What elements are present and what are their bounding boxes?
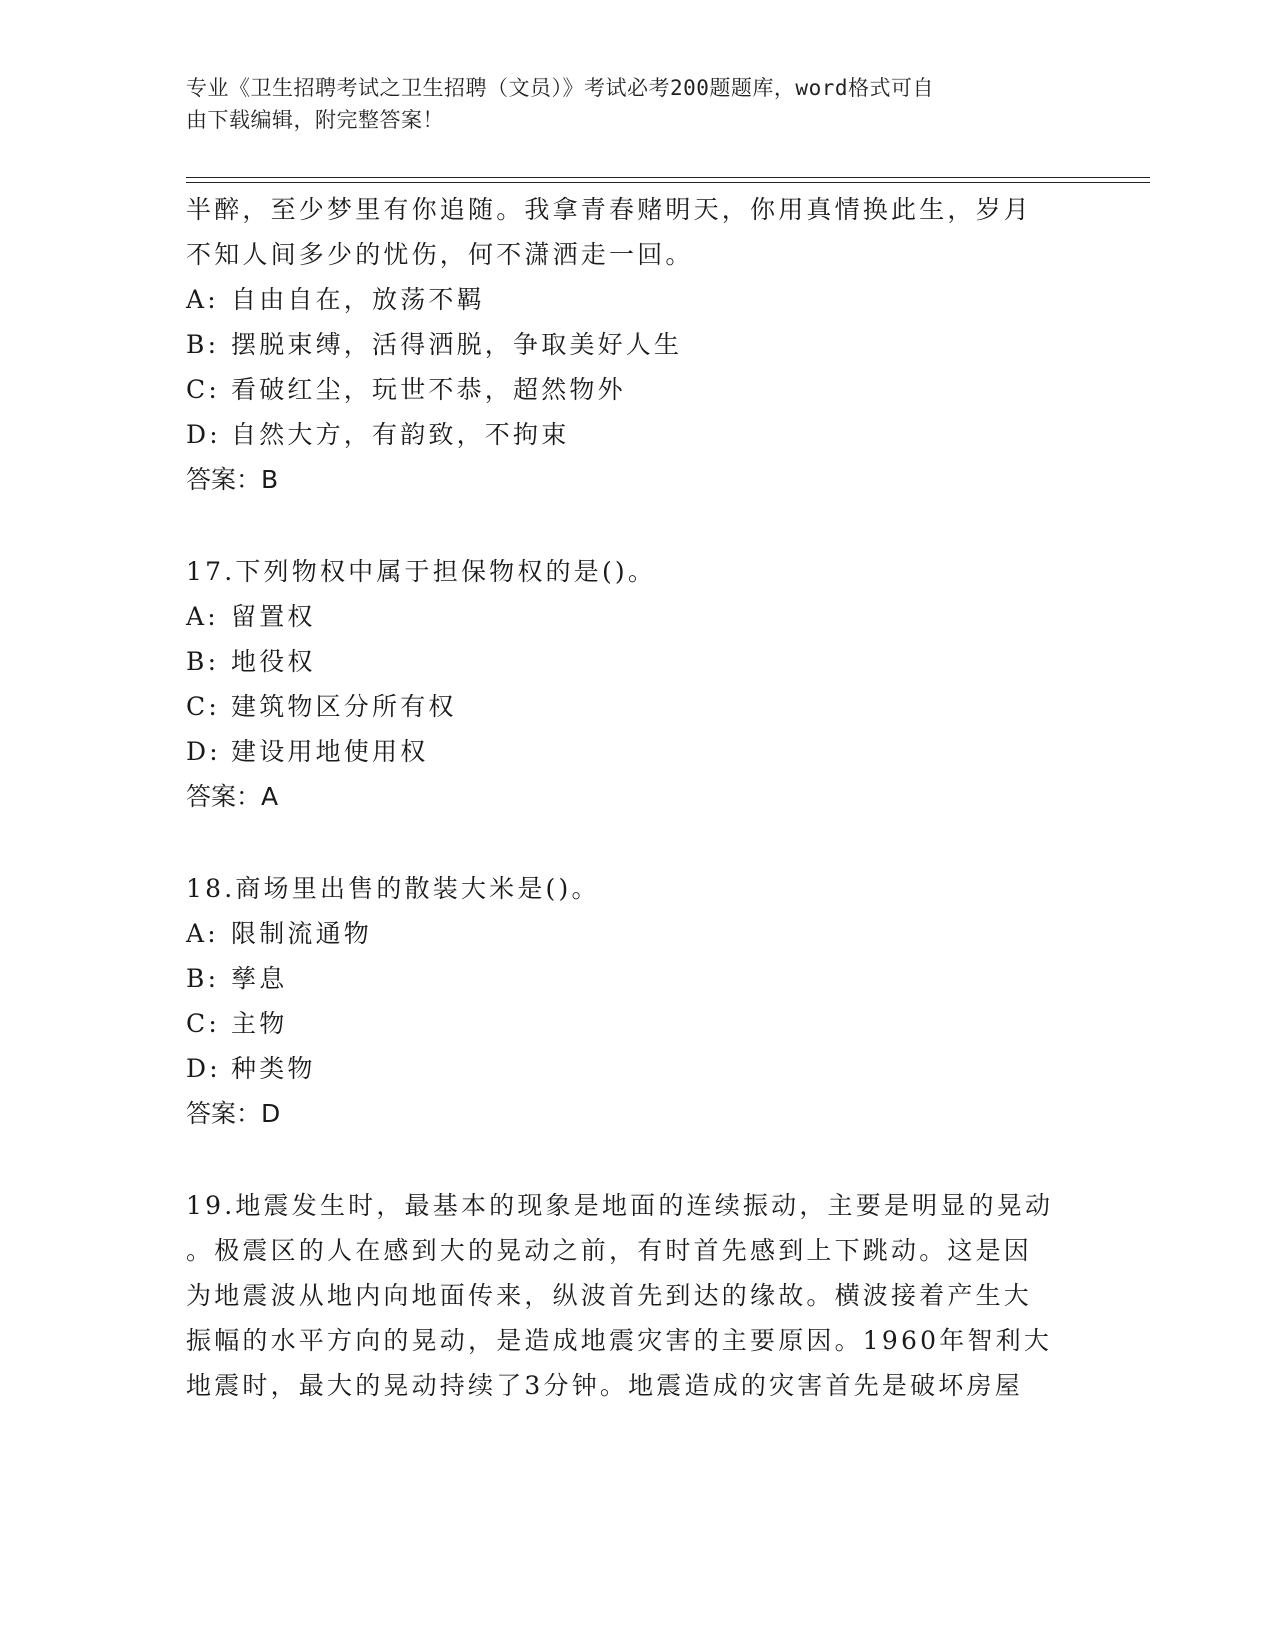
question-17 <box>186 549 1086 819</box>
answer-line: 答案：A <box>186 782 279 811</box>
question-text-line: 振幅的水平方向的晃动，是造成地震灾害的主要原因。1960年智利大 <box>186 1326 1053 1355</box>
answer-line: 答案：D <box>186 1099 281 1128</box>
question-text-line: 不知人间多少的忧伤，何不潇洒走一回。 <box>186 240 694 269</box>
option-a: A: 限制流通物 <box>186 919 373 948</box>
question-text-line: 。极震区的人在感到大的晃动之前，有时首先感到上下跳动。这是因 <box>186 1236 1033 1265</box>
question-text: 17.下列物权中属于担保物权的是()。 <box>186 557 657 586</box>
question-19 <box>186 1183 1086 1408</box>
question-16-continued <box>186 187 1086 502</box>
option-b: B: 孳息 <box>186 964 288 993</box>
answer-line: 答案：B <box>186 465 279 494</box>
option-b: B: 地役权 <box>186 647 316 676</box>
option-d: D: 种类物 <box>186 1054 316 1083</box>
header-line-2: 由下载编辑，附完整答案！ <box>186 108 444 132</box>
option-b: B: 摆脱束缚，活得洒脱，争取美好人生 <box>186 330 683 359</box>
question-text-line: 半醉，至少梦里有你追随。我拿青春赌明天，你用真情换此生，岁月 <box>186 195 1033 224</box>
document-body <box>186 187 1086 1408</box>
question-text: 18.商场里出售的散装大米是()。 <box>186 874 600 903</box>
option-c: C: 建筑物区分所有权 <box>186 692 457 721</box>
option-d: D: 自然大方，有韵致，不拘束 <box>186 420 570 449</box>
question-text-line: 19.地震发生时，最基本的现象是地面的连续振动，主要是明显的晃动 <box>186 1191 1054 1220</box>
header-divider-bottom <box>186 182 1150 183</box>
option-c: C: 主物 <box>186 1009 288 1038</box>
option-a: A: 留置权 <box>186 602 316 631</box>
header-line-1: 专业《卫生招聘考试之卫生招聘（文员）》考试必考200题题库，word格式可自 <box>186 76 934 100</box>
question-18 <box>186 866 1086 1136</box>
option-d: D: 建设用地使用权 <box>186 737 429 766</box>
document-header <box>186 72 1066 136</box>
header-divider-top <box>186 177 1150 178</box>
question-text-line: 为地震波从地内向地面传来，纵波首先到达的缘故。横波接着产生大 <box>186 1281 1033 1310</box>
option-a: A: 自由自在，放荡不羁 <box>186 285 485 314</box>
option-c: C: 看破红尘，玩世不恭，超然物外 <box>186 375 626 404</box>
question-text-line: 地震时，最大的晃动持续了3分钟。地震造成的灾害首先是破坏房屋 <box>186 1371 1023 1400</box>
